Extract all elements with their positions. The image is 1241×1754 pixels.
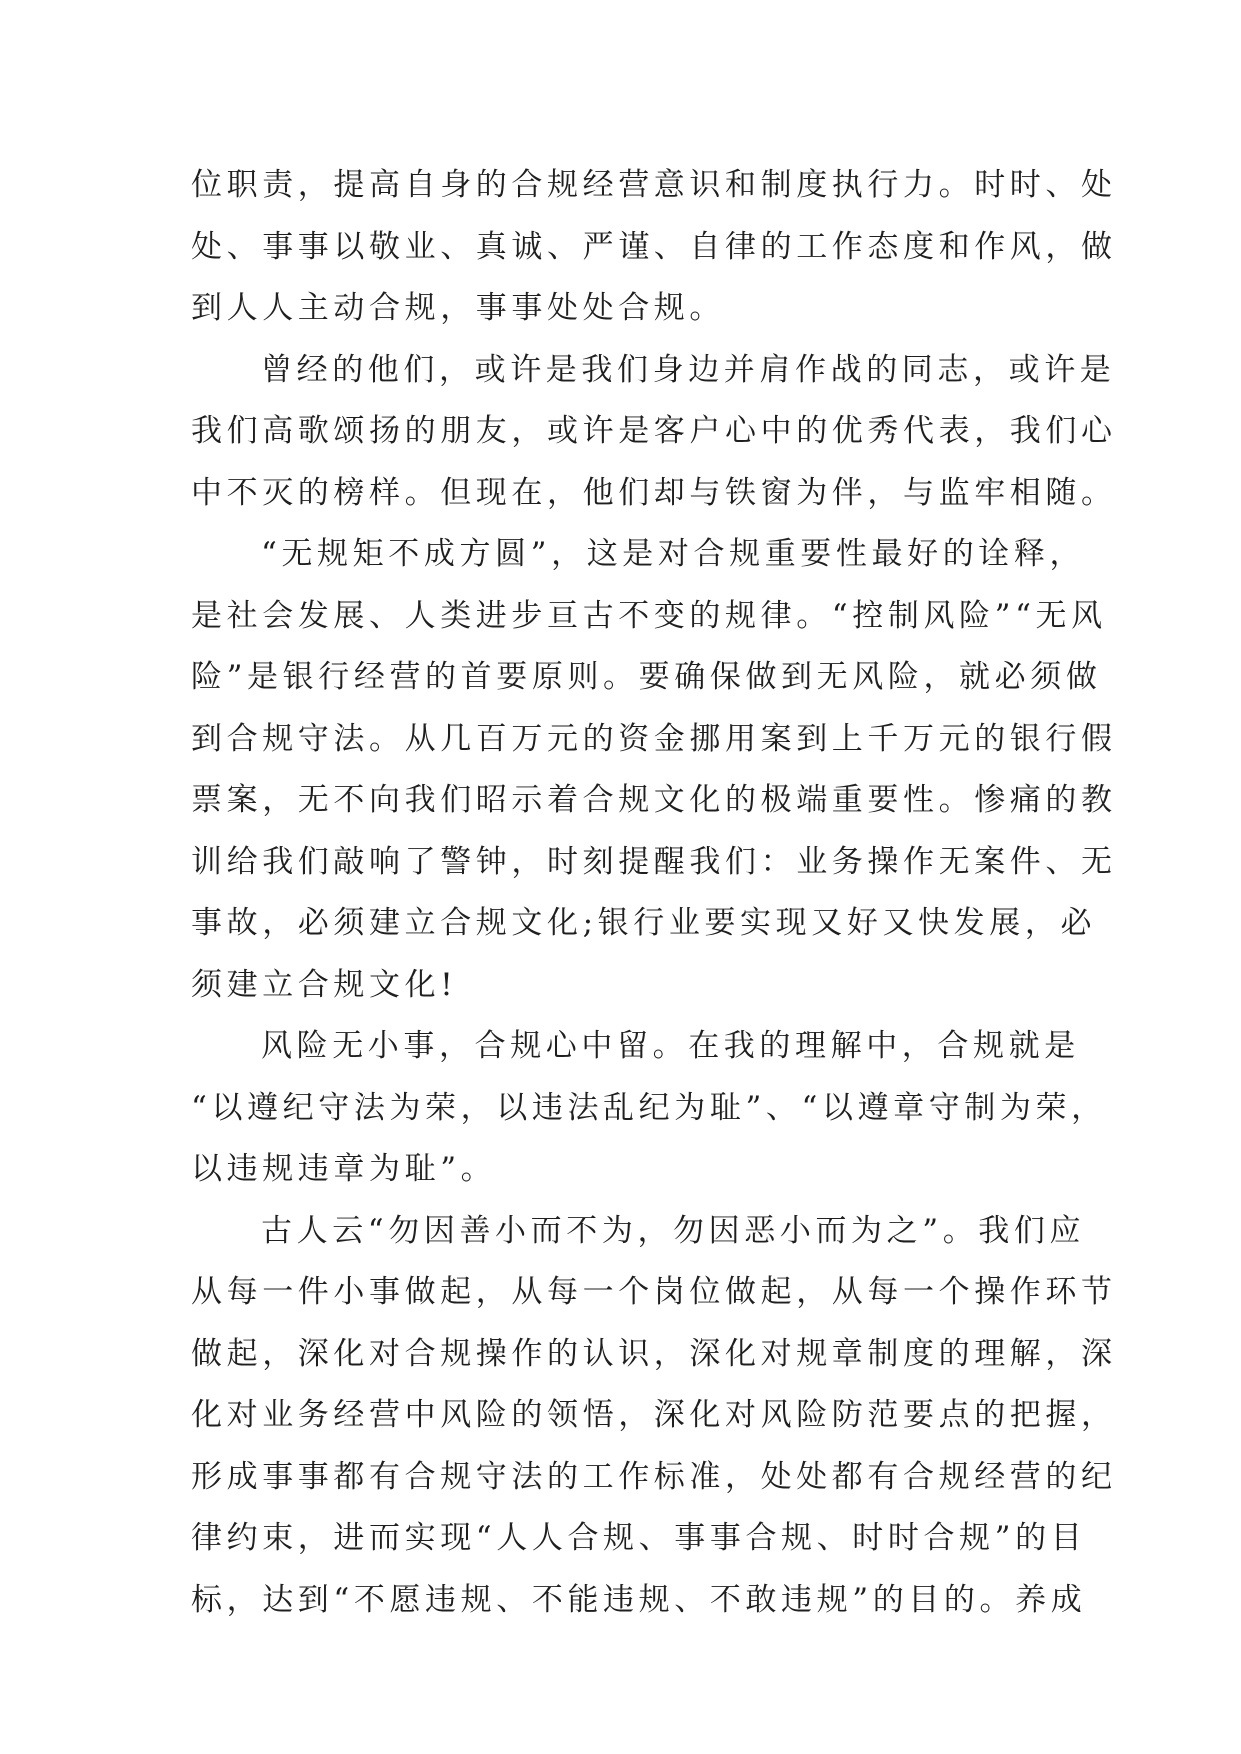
text-line: 位职责，提高自身的合规经营意识和制度执行力。时时、处 — [191, 167, 1117, 203]
text-line: 须建立合规文化! — [191, 966, 458, 1003]
text-line: 标，达到“不愿违规、不能违规、不敢违规”的目的。养成 — [191, 1581, 1087, 1618]
text-line: “以遵纪守法为荣，以违法乱纪为耻”、“以遵章守制为荣， — [191, 1089, 1107, 1126]
text-line: 古人云“勿因善小而不为，勿因恶小而为之”。我们应 — [261, 1212, 1086, 1249]
paragraph-3 — [191, 524, 1117, 1016]
text-line: 到人人主动合规，事事处处合规。 — [191, 290, 725, 326]
paragraph-4 — [191, 1016, 1107, 1201]
text-line: 处、事事以敬业、真诚、严谨、自律的工作态度和作风，做 — [191, 228, 1117, 265]
paragraph-5 — [191, 1201, 1117, 1632]
paragraph-2 — [191, 340, 1117, 525]
text-line: 我们高歌颂扬的朋友，或许是客户心中的优秀代表，我们心 — [191, 413, 1117, 449]
text-line: 曾经的他们，或许是我们身边并肩作战的同志，或许是 — [261, 351, 1116, 388]
text-line: 以违规违章为耻”。 — [191, 1151, 497, 1187]
text-line: 到合规守法。从几百万元的资金挪用案到上千万元的银行假 — [191, 720, 1117, 757]
text-line: 做起，深化对合规操作的认识，深化对规章制度的理解，深 — [191, 1335, 1117, 1372]
text-line: 化对业务经营中风险的领悟，深化对风险防范要点的把握， — [191, 1397, 1117, 1433]
text-line: 票案，无不向我们昭示着合规文化的极端重要性。惨痛的教 — [191, 782, 1117, 818]
paragraph-1 — [191, 155, 1117, 340]
text-line: 事故，必须建立合规文化;银行业要实现又好又快发展，必 — [191, 905, 1097, 941]
text-line: 形成事事都有合规守法的工作标准，处处都有合规经营的纪 — [191, 1458, 1117, 1495]
text-line: 风险无小事，合规心中留。在我的理解中，合规就是 — [261, 1028, 1080, 1064]
text-line: 律约束，进而实现“人人合规、事事合规、时时合规”的目 — [191, 1520, 1087, 1556]
text-line: 训给我们敲响了警钟，时刻提醒我们：业务操作无案件、无 — [191, 843, 1117, 880]
text-line: 从每一件小事做起，从每一个岗位做起，从每一个操作环节 — [191, 1274, 1117, 1310]
text-line: 是社会发展、人类进步亘古不变的规律。“控制风险”“无风 — [191, 597, 1107, 634]
text-line: 中不灭的榜样。但现在，他们却与铁窗为伴，与监牢相随。 — [191, 474, 1117, 511]
body-text — [191, 155, 1117, 1631]
text-line: “无规矩不成方圆”，这是对合规重要性最好的诠释， — [261, 536, 1086, 572]
text-line: 险”是银行经营的首要原则。要确保做到无风险，就必须做 — [191, 659, 1102, 695]
